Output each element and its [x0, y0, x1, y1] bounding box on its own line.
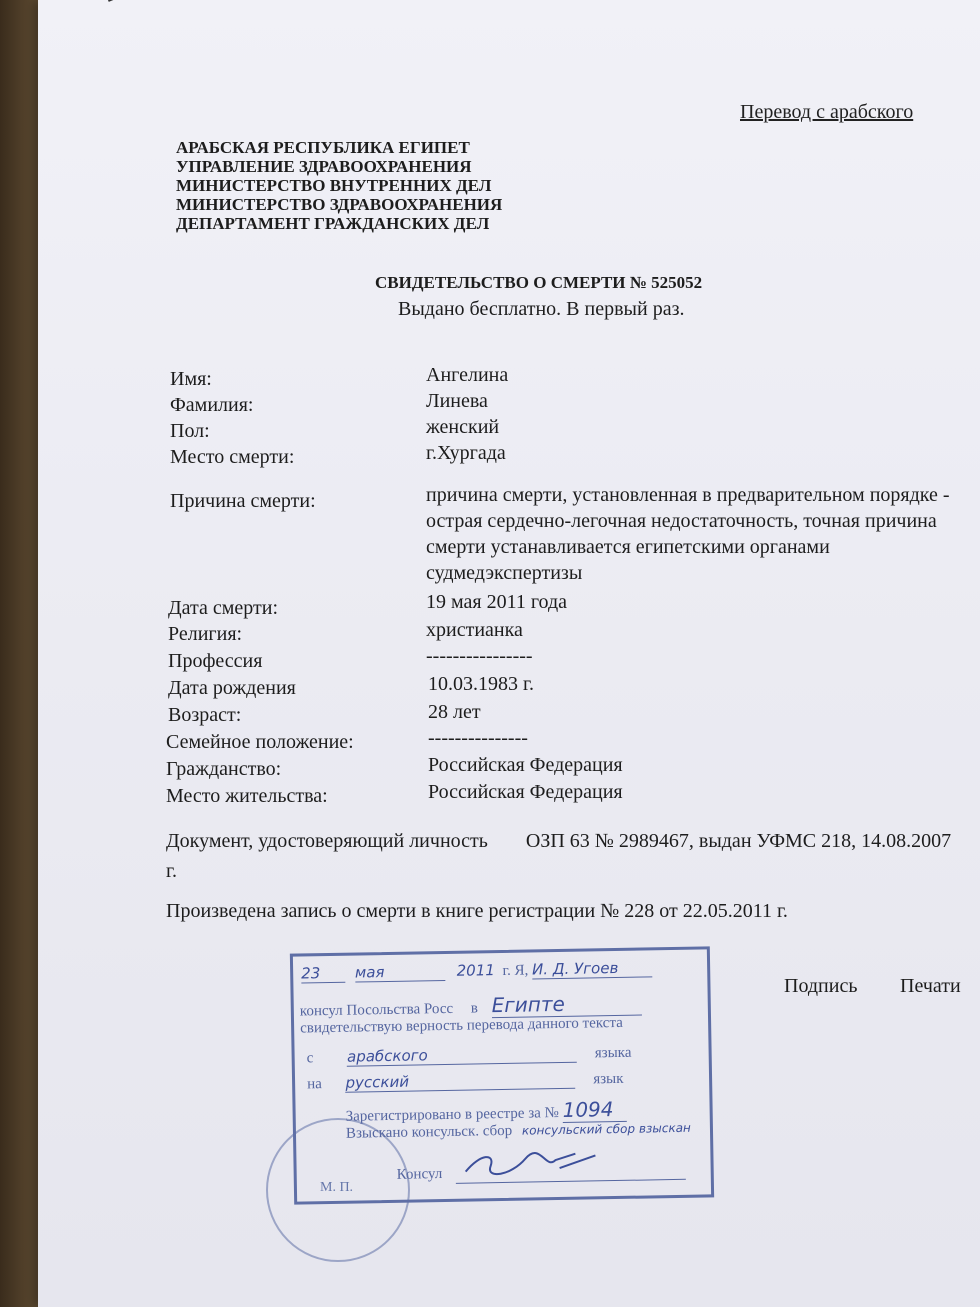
- first-name-label: Имя:: [170, 368, 212, 390]
- certificate-title: СВИДЕТЕЛЬСТВО О СМЕРТИ № 525052: [375, 273, 703, 292]
- citizenship-label: Гражданство:: [166, 758, 282, 780]
- official-round-seal: [266, 1118, 410, 1262]
- stamp-from-prefix: с: [306, 1050, 314, 1067]
- seal-text: М. П.: [320, 1180, 354, 1195]
- authority-line: МИНИСТЕРСТВО ВНУТРЕННИХ ДЕЛ: [176, 176, 492, 195]
- identity-document-value: ОЗП 63 № 2989467, выдан УФМС 218, 14.08.2007 г.: [166, 830, 952, 882]
- stamp-to-prefix: на: [306, 1076, 322, 1093]
- date-of-death-value: 19 мая 2011 года: [426, 591, 568, 613]
- stamp-consul-name: И. Д. Угоев: [532, 958, 652, 979]
- stamp-language-word: языка: [594, 1044, 632, 1062]
- stamp-register-number: 1094: [562, 1097, 626, 1123]
- authority-line: УПРАВЛЕНИЕ ЗДРАВООХРАНЕНИЯ: [176, 157, 472, 176]
- authority-line: АРАБСКАЯ РЕСПУБЛИКА ЕГИПЕТ: [176, 138, 470, 157]
- marital-status-label: Семейное положение:: [166, 731, 354, 753]
- last-name-value: Линева: [426, 390, 488, 412]
- date-of-birth-label: Дата рождения: [168, 677, 296, 699]
- issuing-authority-block: [176, 138, 502, 233]
- translation-note: Перевод с арабского: [740, 101, 914, 123]
- identity-document-label: Документ, удостоверяющий личность: [166, 830, 488, 852]
- first-name-value: Ангелина: [426, 364, 509, 386]
- age-label: Возраст:: [168, 704, 242, 726]
- stamp-country: Египте: [491, 991, 641, 1019]
- stamp-fee-value: консульский сбор взыскан: [521, 1120, 691, 1138]
- stamp-consul-prefix: консул Посольства Росс: [299, 1000, 454, 1020]
- stamp-certify-text: свидетельствую верность перевода данного текста: [300, 1014, 623, 1037]
- certificate-subtitle: Выдано бесплатно. В первый раз.: [398, 298, 685, 320]
- place-of-death-value: г.Хургада: [426, 442, 506, 464]
- authority-line: ДЕПАРТАМЕНТ ГРАЖДАНСКИХ ДЕЛ: [176, 214, 490, 233]
- marital-status-value: ---------------: [428, 727, 528, 749]
- sex-value: женский: [426, 416, 500, 438]
- profession-label: Профессия: [168, 650, 263, 672]
- religion-value: христианка: [426, 619, 523, 641]
- stamp-year-suffix: г. Я,: [502, 962, 529, 979]
- residence-value: Российская Федерация: [428, 781, 623, 803]
- profession-value: ----------------: [426, 645, 533, 667]
- stamp-language-word: язык: [593, 1070, 624, 1088]
- religion-label: Религия:: [168, 623, 243, 645]
- stamp-to-language: русский: [345, 1070, 575, 1093]
- stamp-year: 2011: [456, 961, 496, 980]
- stamp-from-language: арабского: [347, 1044, 577, 1067]
- sex-label: Пол:: [170, 420, 210, 442]
- authority-line: МИНИСТЕРСТВО ЗДРАВООХРАНЕНИЯ: [176, 195, 503, 214]
- age-value: 28 лет: [428, 701, 481, 723]
- stamp-signature-line: [456, 1148, 687, 1184]
- handwritten-signature: [456, 1149, 606, 1178]
- stamp-fee-text: Взыскано консульск. сбор: [345, 1122, 513, 1142]
- citizenship-value: Российская Федерация: [428, 754, 623, 776]
- registry-note: Произведена запись о смерти в книге регистрации № 228 от 22.05.2011 г.: [166, 900, 788, 922]
- seals-label: Печати: [900, 975, 961, 997]
- cause-of-death-value: причина смерти, установленная в предварительном порядке - острая сердечно-легочная недостаточность, точная причина смерти устанавливается египетскими органами судмедэкспертизы: [426, 484, 950, 584]
- stamp-month: мая: [355, 962, 445, 983]
- signature-label: Подпись: [784, 975, 858, 997]
- place-of-death-label: Место смерти:: [170, 446, 295, 468]
- last-name-label: Фамилия:: [170, 394, 254, 416]
- cause-of-death-label: Причина смерти:: [170, 490, 316, 512]
- stamp-consul-label: Консул: [396, 1166, 443, 1183]
- stamp-in-word: в: [470, 1000, 479, 1017]
- stamp-day: 23: [301, 964, 345, 984]
- date-of-death-label: Дата смерти:: [168, 597, 279, 619]
- stamp-registered-text: Зарегистрировано в реестре за №: [345, 1105, 560, 1125]
- residence-label: Место жительства:: [166, 785, 328, 807]
- identity-document: [166, 826, 966, 886]
- date-of-birth-value: 10.03.1983 г.: [428, 673, 534, 695]
